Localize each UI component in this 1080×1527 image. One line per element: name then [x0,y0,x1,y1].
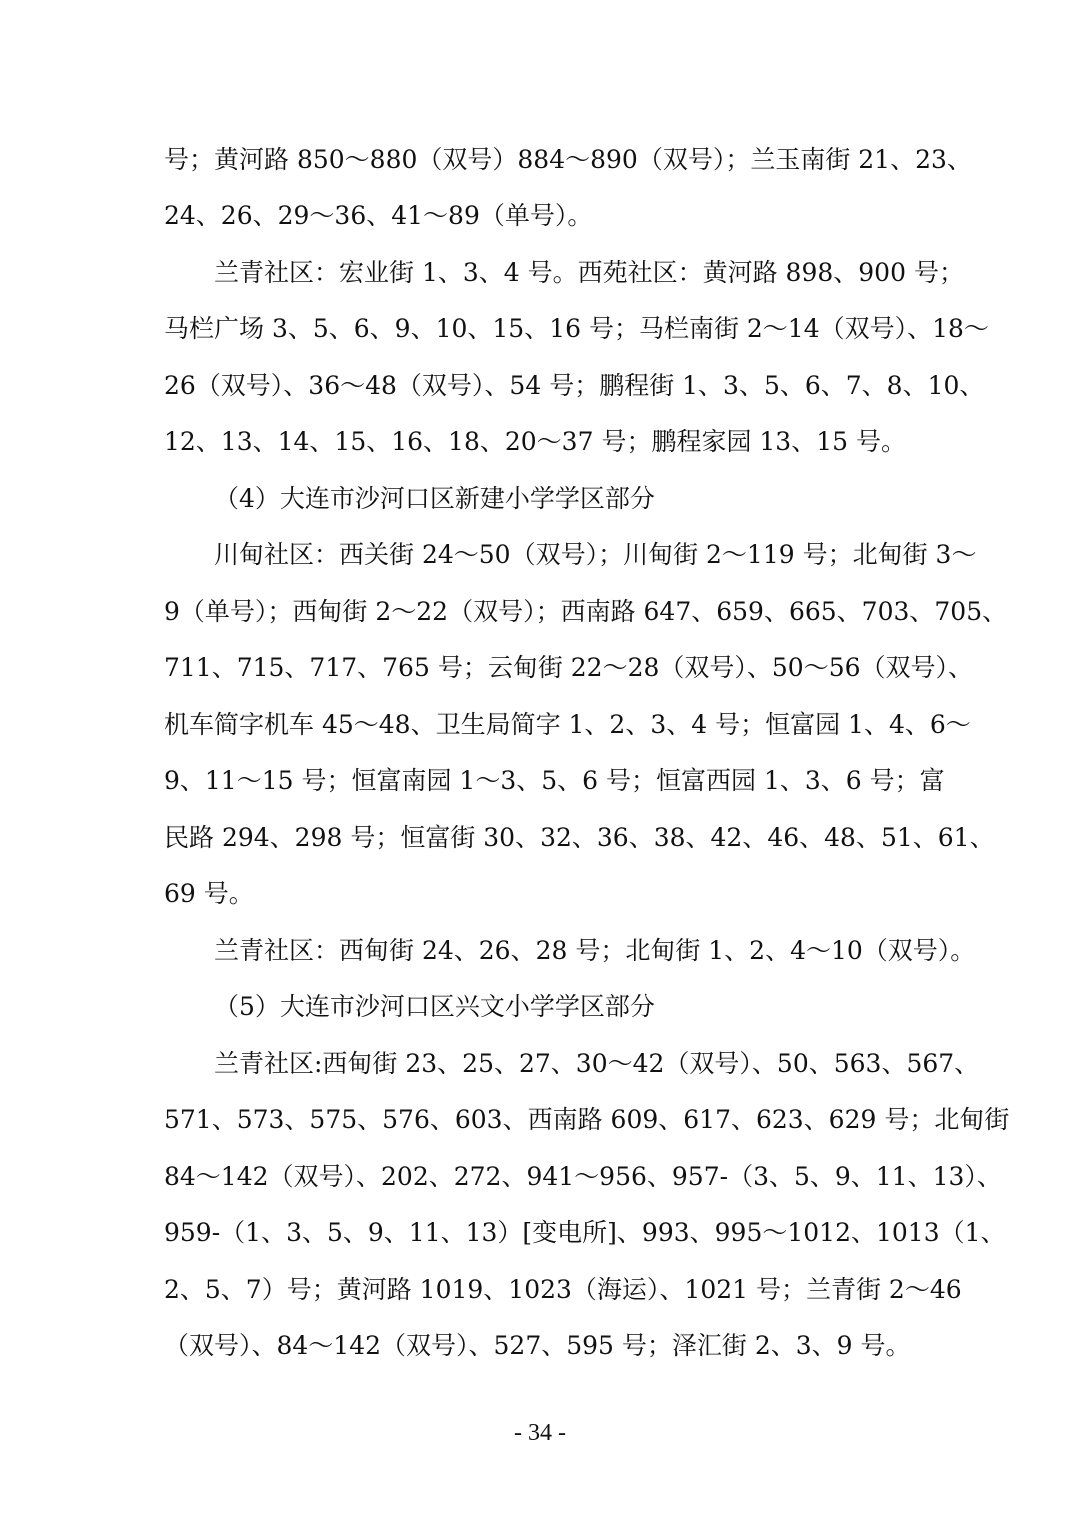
text-line: 号；黄河路 850～880（双号）884～890（双号）；兰玉南街 21、23、 [164,145,972,174]
text-line: 711、715、717、765 号；云甸街 22～28（双号）、50～56（双号）、 [164,653,974,682]
text-line: 12、13、14、15、16、18、20～37 号；鹏程家园 13、15 号。 [164,427,906,456]
section-heading: （4）大连市沙河口区新建小学学区部分 [214,484,655,513]
text-line: 9（单号）；西甸街 2～22（双号）；西南路 647、659、665、703、705、 [164,597,1008,626]
text-line: 2、5、7）号；黄河路 1019、1023（海运）、1021 号；兰青街 2～46 [164,1275,962,1304]
text-line: 马栏广场 3、5、6、9、10、15、16 号；马栏南街 2～14（双号）、18～ [164,314,989,343]
text-line: 9、11～15 号；恒富南园 1～3、5、6 号；恒富西园 1、3、6 号；富 [164,766,945,795]
paragraph-line: 兰青社区：宏业街 1、3、4 号。西苑社区：黄河路 898、900 号； [214,258,964,287]
text-line: 69 号。 [164,879,254,908]
paragraph-line: 兰青社区：西甸街 24、26、28 号；北甸街 1、2、4～10（双号）。 [214,936,976,965]
text-line: 24、26、29～36、41～89（单号）。 [164,201,593,230]
text-line: 959-（1、3、5、9、11、13）[变电所]、993、995～1012、1013（1、 [164,1218,1006,1247]
text-line: 民路 294、298 号；恒富街 30、32、36、38、42、46、48、51、61、 [164,823,995,852]
text-line: 机车简字机车 45～48、卫生局简字 1、2、3、4 号；恒富园 1、4、6～ [164,710,971,739]
paragraph-line: 兰青社区:西甸街 23、25、27、30～42（双号）、50、563、567、 [214,1049,980,1078]
text-line: （双号）、84～142（双号）、527、595 号；泽汇街 2、3、9 号。 [164,1331,911,1360]
page-number: - 34 - [514,1420,566,1446]
paragraph-line: 川甸社区：西关街 24～50（双号）；川甸街 2～119 号；北甸街 3～ [214,540,977,569]
text-line: 84～142（双号）、202、272、941～956、957-（3、5、9、11、13）、 [164,1162,1002,1191]
section-heading: （5）大连市沙河口区兴文小学学区部分 [214,992,655,1021]
text-line: 26（双号）、36～48（双号）、54 号；鹏程街 1、3、5、6、7、8、10、 [164,371,985,400]
text-line: 571、573、575、576、603、西南路 609、617、623、629 号；北甸街 [164,1105,1010,1134]
